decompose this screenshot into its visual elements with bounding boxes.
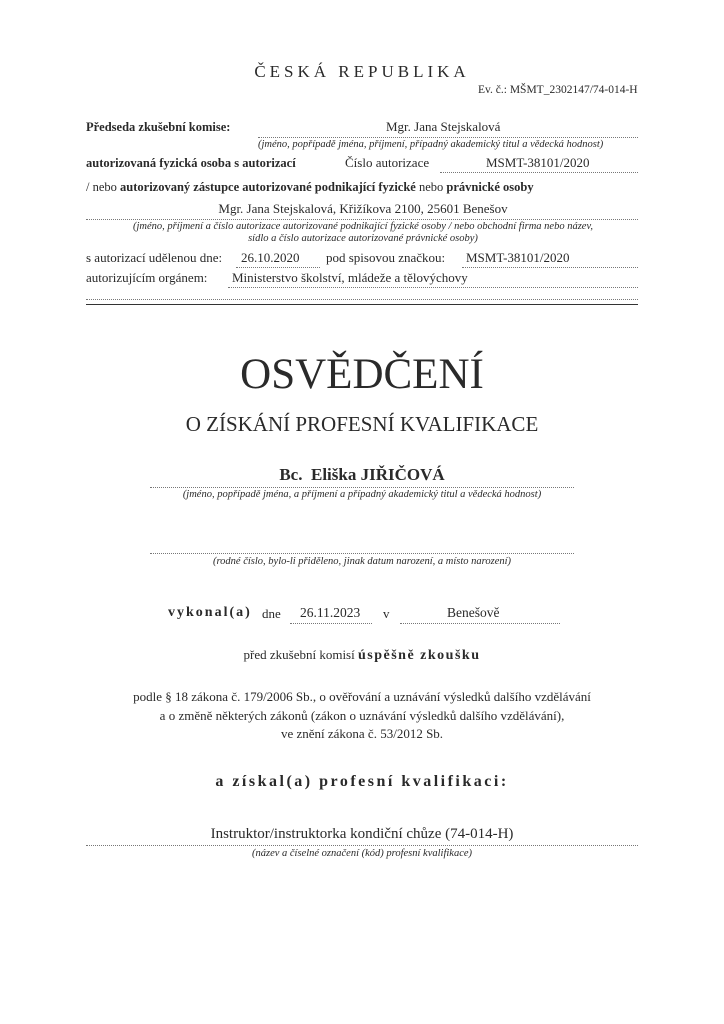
representative-line [86,180,534,195]
separator-dotted [86,299,638,300]
performed-label: vykonal(a) [168,605,252,620]
authorization-number-dotted-line [440,172,638,173]
law-line-2: a o změně některých zákonů (zákon o uznávání výsledků dalšího vzdělávání), [159,708,565,723]
holder-caption: (jméno, popřípadě jména, a příjmení a případný akademický titul a vědecká hodnost) [182,489,542,500]
holder-last-name: JIŘIČOVÁ [360,465,445,484]
representative-prefix: / nebo [86,180,121,194]
law-line-3: ve znění zákona č. 53/2012 Sb. [280,726,444,741]
authority-label: autorizujícím orgánem: [86,270,208,285]
granted-date-dotted-line [236,267,320,268]
qualification-name: Instruktor/instruktorka kondiční chůze (74-014-H) [210,826,514,842]
birth-caption: (rodné číslo, bylo-li přiděleno, jinak datum narození, a místo narození) [212,556,512,567]
certificate-title: OSVĚDČENÍ [240,351,484,398]
granted-date-label: s autorizací udělenou dne: [86,250,223,265]
authorization-number-value: MSMT-38101/2020 [486,155,590,170]
chair-name: Mgr. Jana Stejskalová [386,119,501,134]
law-line-1: podle § 18 zákona č. 179/2006 Sb., o ověřování a uznávání výsledků dalšího vzdělávání [133,689,591,704]
chair-caption: (jméno, popřípadě jména, příjmení, případný akademický titul a vědecká hodnost) [258,139,604,150]
address-caption-line-2: sídlo a číslo autorizace autorizované právnické osoby) [248,233,478,244]
representative-address: Mgr. Jana Stejskalová, Křižíkova 2100, 25601 Benešov [218,201,508,216]
exam-place: Benešově [447,605,500,620]
file-number-dotted-line [462,267,638,268]
qualification-caption: (název a číselné označení (kód) profesní kvalifikace) [251,848,473,859]
representative-bold-2: právnické osoby [446,180,534,194]
successful-exam-text: úspěšně zkoušku [357,648,481,663]
holder-title: Bc. [279,465,303,484]
before-commission-text: před zkušební komisí [243,647,355,662]
exam-on-label: dne [262,606,281,621]
evidence-number: Ev. č.: MŠMT_2302147/74-014-H [478,84,638,96]
certificate-subtitle: O ZÍSKÁNÍ PROFESNÍ KVALIFIKACE [185,412,539,436]
authorized-person-label: autorizovaná fyzická osoba s autorizací [86,156,296,170]
exam-date-dotted-line [290,623,372,624]
separator-solid [86,304,638,305]
exam-place-dotted-line [400,623,560,624]
chair-label: Předseda zkušební komise: [86,120,231,134]
birth-dotted-line [150,553,574,554]
chair-name-dotted-line [258,137,638,138]
before-commission-line [0,647,724,664]
address-caption-line-1: (jméno, příjmení a číslo autorizace autorizované podnikající fyzické osoby / nebo obchodní firma nebo název, [133,221,593,232]
holder-name [0,465,724,485]
address-dotted-line [86,219,638,220]
granted-date-value: 26.10.2020 [241,250,300,265]
exam-date: 26.11.2023 [300,605,361,620]
authority-dotted-line [228,287,638,288]
exam-in-label: v [383,606,390,621]
acquired-qualification-heading: a získal(a) profesní kvalifikaci: [215,773,509,790]
representative-bold-1: autorizovaný zástupce autorizované podnikající fyzické [120,180,416,194]
authorization-number-label: Číslo autorizace [345,155,430,170]
file-number-value: MSMT-38101/2020 [466,250,570,265]
representative-mid: nebo [415,180,447,194]
country-heading: ČESKÁ REPUBLIKA [254,62,470,81]
file-number-label: pod spisovou značkou: [326,250,446,265]
holder-dotted-line [150,487,574,488]
authority-value: Ministerstvo školství, mládeže a tělovýchovy [232,270,468,285]
holder-first-name: Eliška [310,465,357,484]
qualification-dotted-line [86,845,638,846]
